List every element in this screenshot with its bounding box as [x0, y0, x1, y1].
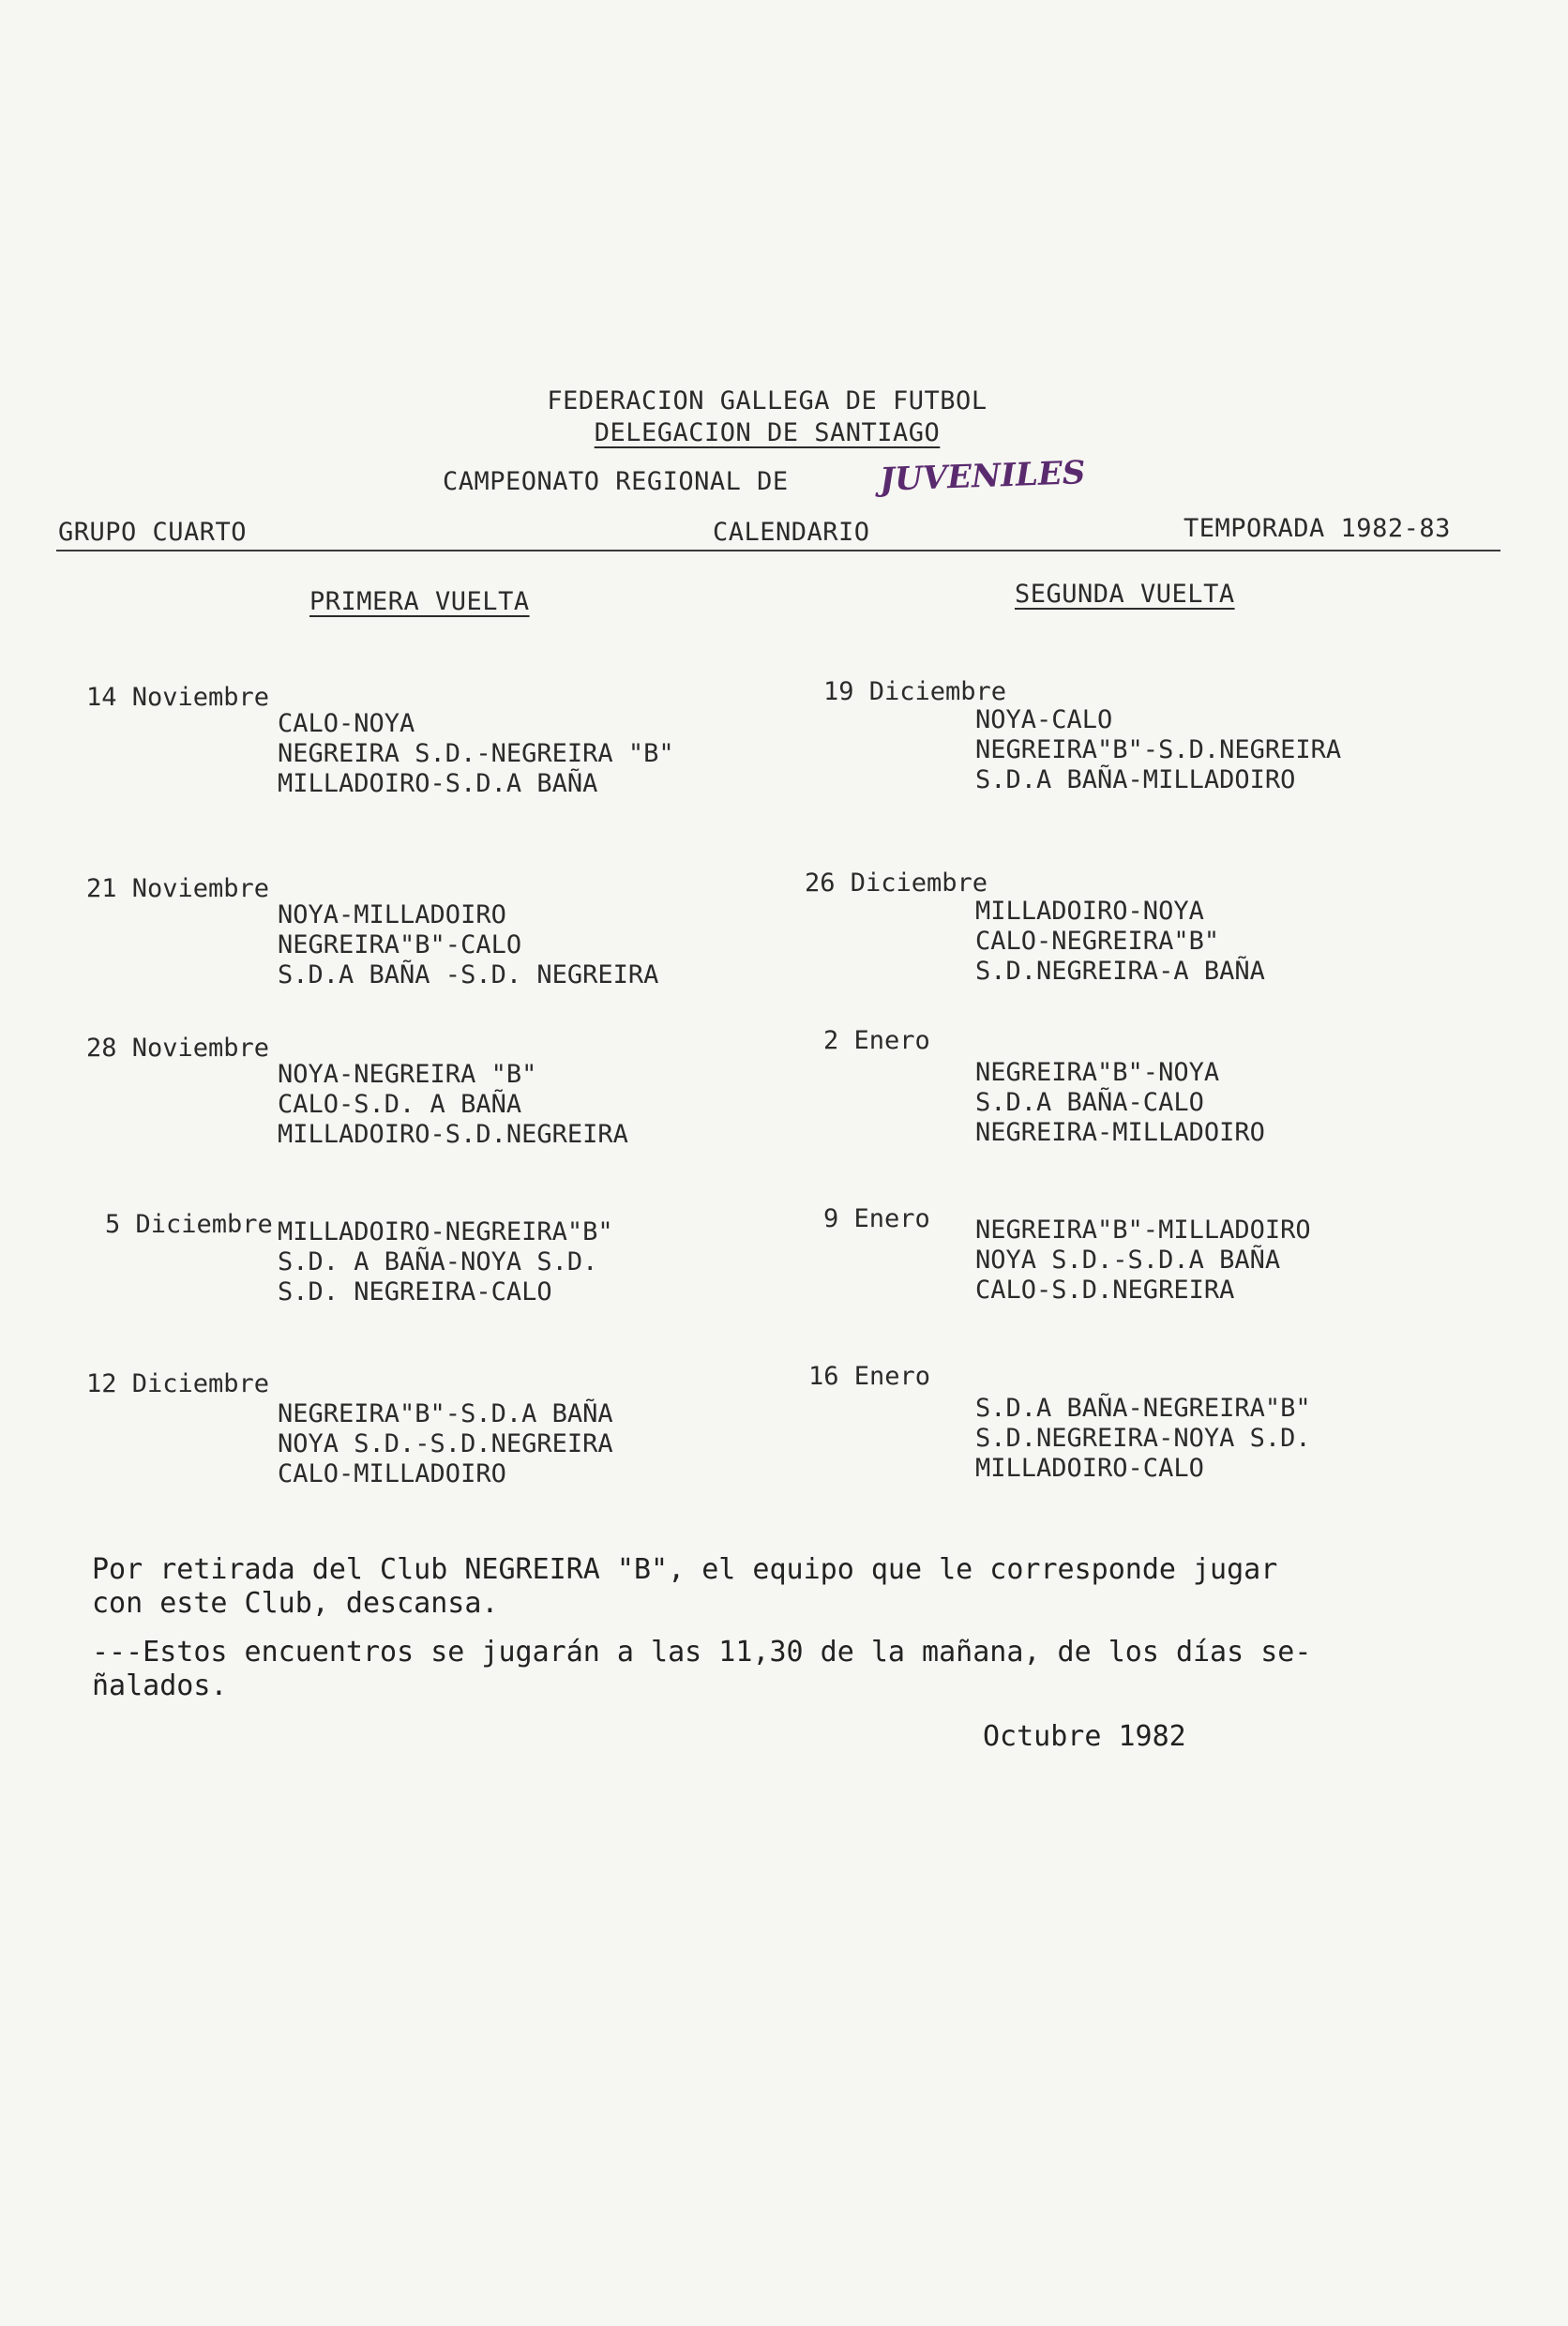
- right-match: CALO-S.D.NEGREIRA: [975, 1276, 1235, 1305]
- right-date-5: 16 Enero: [808, 1362, 931, 1391]
- season-label: TEMPORADA 1982-83: [1184, 514, 1451, 543]
- right-match: S.D.NEGREIRA-NOYA S.D.: [975, 1424, 1311, 1453]
- left-match: NOYA-MILLADOIRO: [278, 900, 506, 929]
- left-match: NEGREIRA"B"-CALO: [278, 930, 522, 959]
- right-match: NOYA S.D.-S.D.A BAÑA: [975, 1246, 1281, 1275]
- right-match: MILLADOIRO-NOYA: [975, 897, 1204, 926]
- right-match: NEGREIRA-MILLADOIRO: [975, 1118, 1265, 1147]
- right-match: S.D.A BAÑA-NEGREIRA"B": [975, 1394, 1311, 1423]
- right-match: CALO-NEGREIRA"B": [975, 927, 1220, 956]
- left-match: CALO-MILLADOIRO: [278, 1459, 506, 1488]
- left-match: MILLADOIRO-S.D.A BAÑA: [278, 769, 598, 798]
- document-date: Octubre 1982: [983, 1720, 1186, 1753]
- right-date-3: 2 Enero: [823, 1026, 930, 1055]
- right-date-2: 26 Diciembre: [805, 868, 988, 898]
- left-column-title: PRIMERA VUELTA: [309, 587, 530, 616]
- left-date-1: 14 Noviembre: [86, 683, 270, 712]
- right-date-4: 9 Enero: [823, 1204, 930, 1233]
- note-withdrawal-line2: con este Club, descansa.: [92, 1587, 499, 1620]
- left-date-2: 21 Noviembre: [86, 874, 270, 903]
- right-match: NEGREIRA"B"-S.D.NEGREIRA: [975, 735, 1342, 764]
- calendar-label: CALENDARIO: [713, 518, 870, 547]
- right-match: MILLADOIRO-CALO: [975, 1454, 1204, 1483]
- left-match: CALO-NOYA: [278, 709, 415, 738]
- juveniles-stamp: JUVENILES: [879, 454, 1087, 499]
- note-schedule-line1: ---Estos encuentros se jugarán a las 11,30 de la mañana, de los días se-: [92, 1636, 1312, 1669]
- header-federation: FEDERACION GALLEGA DE FUTBOL: [547, 386, 988, 415]
- left-match: NOYA-NEGREIRA "B": [278, 1060, 537, 1089]
- left-match: S.D. A BAÑA-NOYA S.D.: [278, 1247, 598, 1276]
- left-match: NEGREIRA S.D.-NEGREIRA "B": [278, 739, 674, 768]
- left-date-5: 12 Diciembre: [86, 1369, 270, 1398]
- header-championship: CAMPEONATO REGIONAL DE: [443, 467, 789, 496]
- right-date-1: 19 Diciembre: [823, 677, 1007, 706]
- left-match: S.D.A BAÑA -S.D. NEGREIRA: [278, 960, 659, 989]
- right-match: NOYA-CALO: [975, 705, 1113, 734]
- left-match: NOYA S.D.-S.D.NEGREIRA: [278, 1429, 613, 1458]
- note-schedule-line2: ñalados.: [92, 1669, 228, 1702]
- right-match: S.D.A BAÑA-MILLADOIRO: [975, 765, 1296, 794]
- left-date-4: 5 Diciembre: [105, 1210, 273, 1239]
- left-date-3: 28 Noviembre: [86, 1034, 270, 1063]
- group-label: GRUPO CUARTO: [58, 518, 248, 547]
- right-match: NEGREIRA"B"-MILLADOIRO: [975, 1216, 1311, 1245]
- left-match: S.D. NEGREIRA-CALO: [278, 1277, 552, 1306]
- header-delegation: DELEGACION DE SANTIAGO: [594, 418, 941, 447]
- left-match: CALO-S.D. A BAÑA: [278, 1090, 522, 1119]
- right-match: NEGREIRA"B"-NOYA: [975, 1058, 1220, 1087]
- header-rule: [56, 550, 1500, 551]
- right-column-title: SEGUNDA VUELTA: [1015, 580, 1235, 609]
- left-match: MILLADOIRO-NEGREIRA"B": [278, 1217, 613, 1246]
- right-match: S.D.A BAÑA-CALO: [975, 1088, 1204, 1117]
- left-match: MILLADOIRO-S.D.NEGREIRA: [278, 1120, 628, 1149]
- left-match: NEGREIRA"B"-S.D.A BAÑA: [278, 1399, 613, 1428]
- note-withdrawal-line1: Por retirada del Club NEGREIRA "B", el equipo que le corresponde jugar: [92, 1553, 1278, 1586]
- right-match: S.D.NEGREIRA-A BAÑA: [975, 957, 1265, 986]
